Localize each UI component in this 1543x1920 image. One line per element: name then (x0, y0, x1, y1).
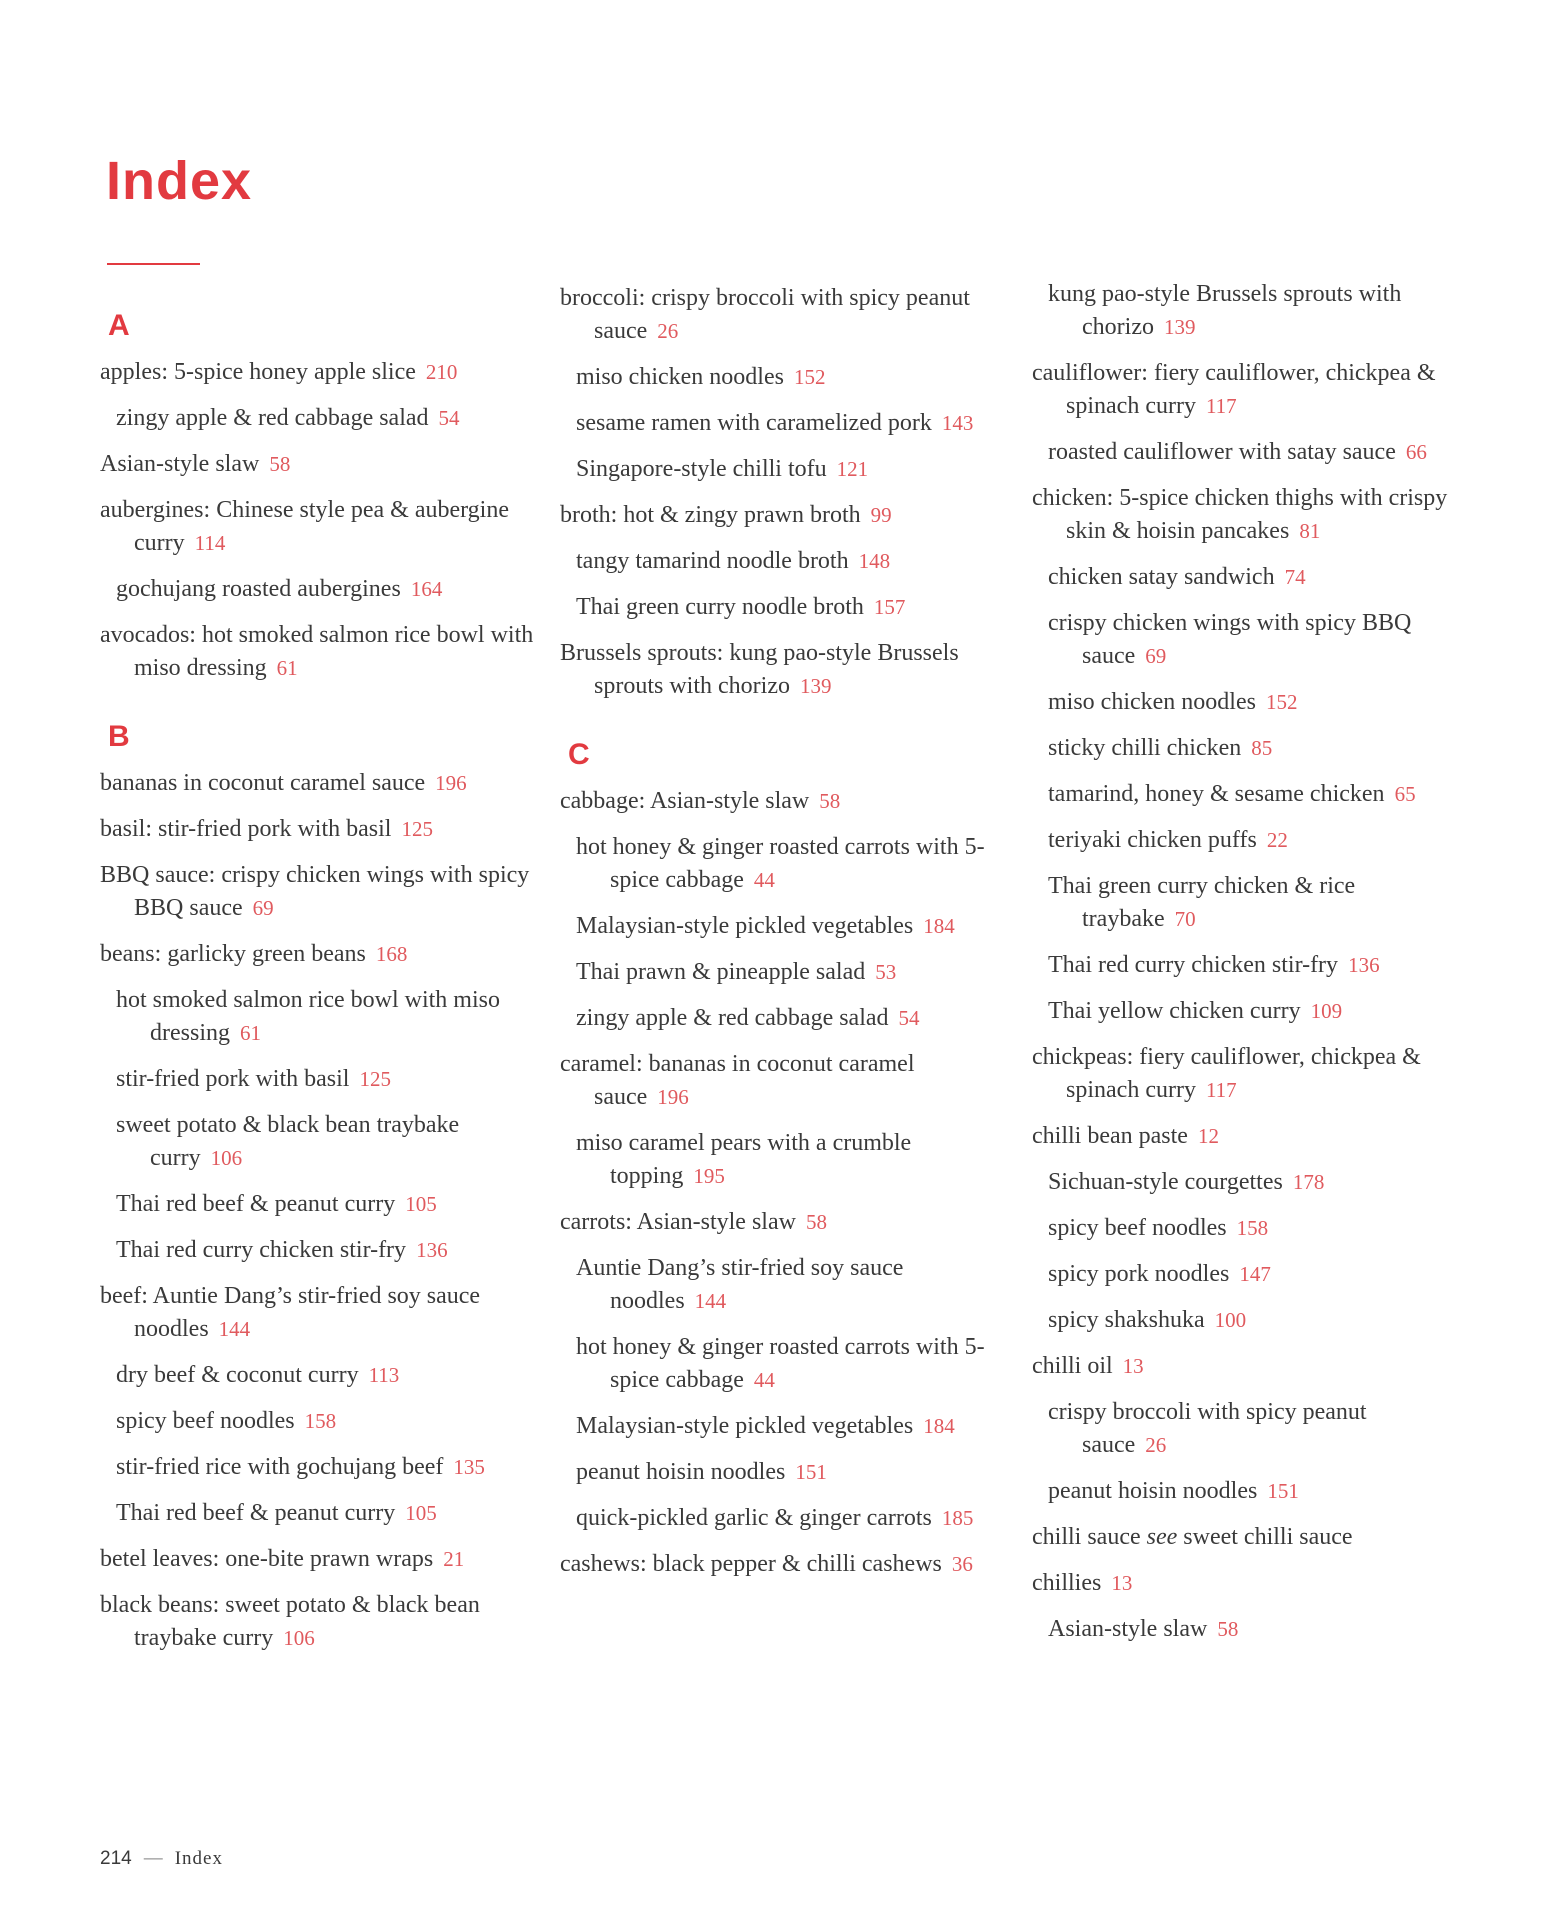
index-subentry (116, 1234, 540, 1267)
page-reference: 139 (1163, 315, 1196, 339)
entry-text: BBQ sauce: crispy chicken wings with spicy BBQ sauce (100, 862, 530, 921)
page-reference: 61 (276, 656, 298, 680)
page-reference: 117 (1205, 394, 1237, 418)
index-subentry (1048, 436, 1452, 469)
entry-text: bananas in coconut caramel sauce (100, 770, 426, 796)
entry-text: Thai red curry chicken stir-fry (116, 1237, 407, 1263)
entry-text: Auntie Dang’s stir-fried soy sauce noodles (576, 1255, 904, 1314)
entry-text: tangy tamarind noodle broth (576, 548, 849, 574)
entry-text: chicken satay sandwich (1048, 564, 1275, 590)
index-subentry (1048, 732, 1452, 765)
footer-label: Index (174, 1848, 223, 1869)
page-reference: 121 (836, 457, 869, 481)
entry-text: Malaysian-style pickled vegetables (576, 913, 914, 939)
entry-text: spicy shakshuka (1048, 1307, 1205, 1333)
page-reference: 106 (210, 1146, 243, 1170)
entry-text: beans: garlicky green beans (100, 941, 366, 967)
entry-text: miso chicken noodles (1048, 689, 1256, 715)
index-entry (100, 1543, 540, 1576)
page-reference: 66 (1405, 440, 1427, 464)
see-reference: see (1146, 1524, 1178, 1550)
page-reference: 53 (875, 960, 897, 984)
index-subentry (576, 1502, 1000, 1535)
index-subentry (576, 1127, 1000, 1193)
index-entry (1032, 482, 1452, 548)
index-section (560, 282, 1000, 703)
page-reference: 70 (1174, 907, 1196, 931)
index-entry (560, 1048, 1000, 1114)
entry-text: basil: stir-fried pork with basil (100, 816, 392, 842)
see-target: sweet chilli sauce (1183, 1524, 1353, 1550)
index-subentry (116, 402, 540, 435)
index-entry (560, 1206, 1000, 1239)
index-entry (560, 637, 1000, 703)
entry-text: zingy apple & red cabbage salad (116, 405, 429, 431)
page-reference: 125 (359, 1067, 391, 1091)
page-reference: 81 (1299, 519, 1321, 543)
page-reference: 195 (693, 1164, 725, 1188)
entry-text: stir-fried rice with gochujang beef (116, 1454, 444, 1480)
index-subentry (1048, 949, 1452, 982)
index-entry (100, 859, 540, 925)
section-letter: A (108, 309, 130, 342)
entry-text: Brussels sprouts: kung pao-style Brussels sprouts with chorizo (560, 640, 959, 699)
page-reference: 135 (453, 1455, 485, 1479)
page-title: Index (106, 151, 253, 211)
entry-text: tamarind, honey & sesame chicken (1048, 781, 1385, 807)
entry-text: zingy apple & red cabbage salad (576, 1005, 889, 1031)
entry-text: Asian-style slaw (1048, 1616, 1208, 1642)
title-rule (107, 263, 200, 265)
entry-text: beef: Auntie Dang’s stir-fried soy sauce noodles (100, 1283, 481, 1342)
index-subentry (576, 407, 1000, 440)
index-subentry (116, 984, 540, 1050)
entry-text: chicken: 5-spice chicken thighs with crispy skin & hoisin pancakes (1032, 485, 1448, 544)
index-subentry (116, 1405, 540, 1438)
entry-text: chilli sauce (1032, 1524, 1141, 1550)
page-reference: 13 (1122, 1354, 1144, 1378)
page-reference: 54 (898, 1006, 920, 1030)
index-subentry (1048, 278, 1452, 344)
index-subentry (1048, 1166, 1452, 1199)
index-subentry (576, 1410, 1000, 1443)
page-reference: 22 (1266, 828, 1288, 852)
entry-text: Thai red beef & peanut curry (116, 1191, 396, 1217)
entry-text: quick-pickled garlic & ginger carrots (576, 1505, 932, 1531)
index-subentry (116, 1497, 540, 1530)
page-reference: 143 (941, 411, 974, 435)
page-reference: 168 (375, 942, 408, 966)
index-section (100, 721, 540, 1655)
entry-text: cabbage: Asian-style slaw (560, 788, 810, 814)
index-entry (100, 619, 540, 685)
index-entry (1032, 1120, 1452, 1153)
page-reference: 157 (873, 595, 906, 619)
entry-text: chickpeas: fiery cauliflower, chickpea & spinach curry (1032, 1044, 1421, 1103)
page-reference: 196 (435, 771, 467, 795)
index-entry (100, 1280, 540, 1346)
index-subentry (576, 1002, 1000, 1035)
entry-text: broccoli: crispy broccoli with spicy peanut sauce (560, 285, 970, 344)
index-subentry (116, 1188, 540, 1221)
entry-text: cauliflower: fiery cauliflower, chickpea & spinach curry (1032, 360, 1436, 419)
entry-text: gochujang roasted aubergines (116, 576, 401, 602)
index-subentry (1048, 1212, 1452, 1245)
index-entry (100, 1589, 540, 1655)
index-subentry (576, 1331, 1000, 1397)
footer-dash: — (143, 1848, 163, 1869)
entry-text: avocados: hot smoked salmon rice bowl with miso dressing (100, 622, 534, 681)
index-entry (560, 785, 1000, 818)
index-entry (1032, 1041, 1452, 1107)
index-section (1032, 278, 1452, 1646)
index-subentry (1048, 824, 1452, 857)
page-reference: 210 (425, 360, 458, 384)
index-subentry (1048, 995, 1452, 1028)
entry-text: Thai green curry chicken & rice traybake (1048, 873, 1356, 932)
entry-text: Thai red beef & peanut curry (116, 1500, 396, 1526)
page-reference: 21 (443, 1547, 465, 1571)
entry-text: aubergines: Chinese style pea & aubergine curry (100, 497, 509, 556)
index-entry (100, 448, 540, 481)
entry-text: Asian-style slaw (100, 451, 260, 477)
page-reference: 152 (1265, 690, 1298, 714)
index-entry (100, 813, 540, 846)
page-reference: 117 (1205, 1078, 1237, 1102)
section-letter: B (108, 720, 130, 753)
page-reference: 184 (923, 1414, 955, 1438)
entry-text: black beans: sweet potato & black bean traybake curry (100, 1592, 480, 1651)
entry-text: Thai prawn & pineapple salad (576, 959, 866, 985)
index-subentry (1048, 686, 1452, 719)
page-reference: 106 (283, 1626, 315, 1650)
page-reference: 58 (1217, 1617, 1239, 1641)
entry-text: stir-fried pork with basil (116, 1066, 350, 1092)
page-number: 214 (100, 1848, 132, 1869)
entry-text: chillies (1032, 1570, 1102, 1596)
index-entry (1032, 357, 1452, 423)
index-entry (100, 767, 540, 800)
entry-text: spicy beef noodles (116, 1408, 295, 1434)
entry-text: spicy pork noodles (1048, 1261, 1230, 1287)
page-footer (100, 1848, 223, 1870)
page-reference: 152 (793, 365, 826, 389)
entry-text: Singapore-style chilli tofu (576, 456, 827, 482)
page-reference: 144 (218, 1317, 251, 1341)
entry-text: Malaysian-style pickled vegetables (576, 1413, 914, 1439)
page-reference: 100 (1214, 1308, 1247, 1332)
page-reference: 109 (1310, 999, 1343, 1023)
index-entry (100, 356, 540, 389)
page-reference: 105 (405, 1192, 437, 1216)
entry-text: sweet potato & black bean traybake curry (116, 1112, 460, 1171)
entry-text: spicy beef noodles (1048, 1215, 1227, 1241)
entry-text: crispy broccoli with spicy peanut sauce (1048, 1399, 1367, 1458)
index-entry (560, 499, 1000, 532)
entry-text: caramel: bananas in coconut caramel sauce (560, 1051, 915, 1110)
index-subentry (1048, 1396, 1452, 1462)
index-subentry (116, 1451, 540, 1484)
entry-text: hot honey & ginger roasted carrots with 5-spice cabbage (576, 1334, 985, 1393)
page-reference: 114 (194, 531, 226, 555)
page-reference: 147 (1239, 1262, 1271, 1286)
page-reference: 74 (1284, 565, 1306, 589)
entry-text: betel leaves: one-bite prawn wraps (100, 1546, 434, 1572)
page-reference: 164 (410, 577, 443, 601)
page-reference: 69 (252, 896, 274, 920)
page-reference: 44 (753, 1368, 775, 1392)
index-entry (560, 282, 1000, 348)
index-subentry (576, 545, 1000, 578)
entry-text: chilli bean paste (1032, 1123, 1188, 1149)
index-section (100, 310, 540, 685)
index-subentry (116, 1063, 540, 1096)
index-subentry (1048, 607, 1452, 673)
page-reference: 158 (304, 1409, 337, 1433)
page-reference: 185 (941, 1506, 974, 1530)
page-reference: 196 (657, 1085, 689, 1109)
index-section (560, 739, 1000, 1581)
page-reference: 44 (753, 868, 775, 892)
section-letter: C (568, 738, 590, 771)
page-reference: 178 (1292, 1170, 1325, 1194)
index-subentry (576, 831, 1000, 897)
entry-text: dry beef & coconut curry (116, 1362, 359, 1388)
entry-text: Thai yellow chicken curry (1048, 998, 1301, 1024)
page-reference: 113 (368, 1363, 400, 1387)
index-subentry (1048, 1304, 1452, 1337)
page-reference: 26 (657, 319, 679, 343)
entry-text: chilli oil (1032, 1353, 1113, 1379)
entry-text: roasted cauliflower with satay sauce (1048, 439, 1396, 465)
entry-text: sesame ramen with caramelized pork (576, 410, 932, 436)
page-reference: 99 (870, 503, 892, 527)
page-reference: 184 (923, 914, 955, 938)
entry-text: kung pao-style Brussels sprouts with chorizo (1048, 281, 1402, 340)
entry-text: Thai red curry chicken stir-fry (1048, 952, 1339, 978)
page-reference: 158 (1236, 1216, 1269, 1240)
entry-text: Thai green curry noodle broth (576, 594, 864, 620)
page-reference: 26 (1145, 1433, 1167, 1457)
entry-text: cashews: black pepper & chilli cashews (560, 1551, 942, 1577)
index-subentry (1048, 1613, 1452, 1646)
page-reference: 136 (1348, 953, 1380, 977)
index-entry (1032, 1521, 1452, 1554)
page-reference: 151 (1267, 1479, 1299, 1503)
index-entry (1032, 1350, 1452, 1383)
page-reference: 85 (1251, 736, 1273, 760)
entry-text: miso caramel pears with a crumble topping (576, 1130, 912, 1189)
index-subentry (116, 1359, 540, 1392)
page-reference: 54 (438, 406, 460, 430)
entry-text: peanut hoisin noodles (1048, 1478, 1258, 1504)
page-reference: 61 (240, 1021, 261, 1045)
entry-text: teriyaki chicken puffs (1048, 827, 1257, 853)
page-reference: 69 (1145, 644, 1167, 668)
page-reference: 136 (416, 1238, 448, 1262)
index-subentry (576, 361, 1000, 394)
index-subentry (116, 573, 540, 606)
page-reference: 12 (1197, 1124, 1219, 1148)
index-subentry (576, 453, 1000, 486)
page-reference: 151 (795, 1460, 827, 1484)
entry-text: Sichuan-style courgettes (1048, 1169, 1283, 1195)
index-subentry (576, 910, 1000, 943)
page-reference: 65 (1394, 782, 1416, 806)
entry-text: hot honey & ginger roasted carrots with 5-spice cabbage (576, 834, 985, 893)
index-entry (560, 1548, 1000, 1581)
index-subentry (1048, 1475, 1452, 1508)
page-reference: 125 (401, 817, 433, 841)
entry-text: broth: hot & zingy prawn broth (560, 502, 861, 528)
index-subentry (576, 1456, 1000, 1489)
index-subentry (576, 1252, 1000, 1318)
entry-text: miso chicken noodles (576, 364, 784, 390)
page-reference: 13 (1111, 1571, 1133, 1595)
index-subentry (1048, 870, 1452, 936)
entry-text: crispy chicken wings with spicy BBQ sauce (1048, 610, 1412, 669)
page-reference: 148 (858, 549, 891, 573)
index-subentry (1048, 1258, 1452, 1291)
page-reference: 58 (819, 789, 841, 813)
index-subentry (576, 956, 1000, 989)
page-reference: 105 (405, 1501, 437, 1525)
index-subentry (116, 1109, 540, 1175)
page-reference: 36 (951, 1552, 973, 1576)
page-reference: 144 (694, 1289, 727, 1313)
index-subentry (1048, 561, 1452, 594)
page-reference: 139 (799, 674, 832, 698)
entry-text: sticky chilli chicken (1048, 735, 1242, 761)
page-reference: 58 (269, 452, 291, 476)
index-column-2 (560, 282, 1000, 1594)
entry-text: apples: 5-spice honey apple slice (100, 359, 416, 385)
entry-text: peanut hoisin noodles (576, 1459, 786, 1485)
index-column-1 (100, 310, 540, 1668)
index-column-3 (1032, 278, 1452, 1659)
entry-text: carrots: Asian-style slaw (560, 1209, 796, 1235)
entry-text: hot smoked salmon rice bowl with miso dressing (116, 987, 500, 1046)
index-subentry (576, 591, 1000, 624)
page-reference: 58 (805, 1210, 827, 1234)
index-entry (1032, 1567, 1452, 1600)
index-entry (100, 938, 540, 971)
index-subentry (1048, 778, 1452, 811)
index-entry (100, 494, 540, 560)
